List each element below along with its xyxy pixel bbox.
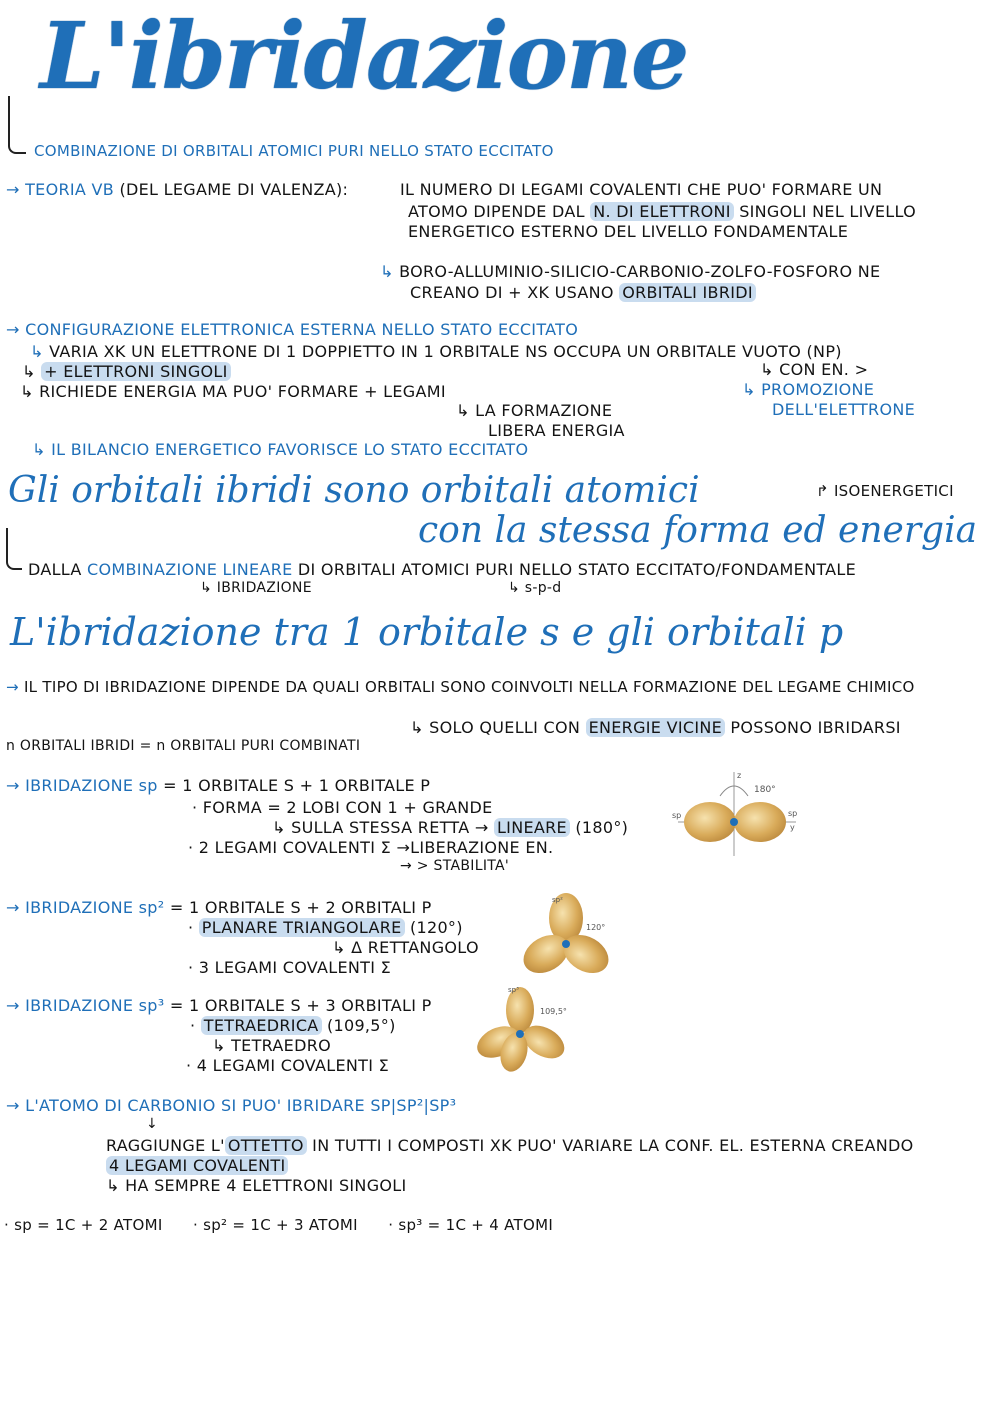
config-row (6, 320, 578, 339)
sp2-highlight-planare: PLANARE TRIANGOLARE (199, 918, 405, 937)
arrow-icon: → (6, 996, 20, 1015)
sp3-angle-label: 109,5° (540, 1007, 567, 1016)
vb-note1 (380, 262, 880, 281)
carbonio-r2 (106, 1156, 288, 1175)
sp-lobe-left (684, 802, 736, 842)
vb-note1-text: BORO-ALLUMINIO-SILICIO-CARBONIO-ZOLFO-FOSFORO NE (399, 262, 881, 281)
sp2-planare-b: (120°) (409, 918, 463, 937)
turn-arrow-icon: ↳ (106, 1176, 120, 1195)
config-l3 (20, 382, 446, 401)
sp2-lobe-label: sp² (552, 896, 563, 904)
config-form1-text: LA FORMAZIONE (475, 401, 613, 420)
turn-arrow-icon: ↳ (200, 580, 213, 596)
sp-angle-label: 180° (754, 785, 776, 795)
sp-lobe-right (734, 802, 786, 842)
config-highlight-singles: + ELETTRONI SINGOLI (41, 362, 231, 381)
carbonio-s1: sp = 1C + 2 ATOMI (14, 1216, 163, 1234)
config-bilancio (32, 440, 528, 459)
carbonio-r1b: IN TUTTI I COMPOSTI XK PUO' VARIARE LA CONF. EL. ESTERNA CREANDO (312, 1136, 914, 1155)
config-bilancio-text: IL BILANCIO ENERGETICO FAVORISCE LO STATO ECCITATO (51, 440, 529, 459)
turn-arrow-icon: ↳ (32, 440, 46, 459)
carbonio-r1a: RAGGIUNGE L' (106, 1136, 225, 1155)
turn-arrow-icon: ↳ (212, 1036, 226, 1055)
solo-b: POSSONO IBRIDARSI (730, 718, 901, 737)
carbonio-highlight-legami: 4 LEGAMI COVALENTI (106, 1156, 288, 1175)
turn-arrow-icon: ↳ (22, 362, 36, 381)
solo-a: SOLO QUELLI CON (429, 718, 581, 737)
sp3-eq: = 1 ORBITALE S + 3 ORBITALI P (169, 996, 432, 1015)
sp-orbital-figure (668, 768, 808, 860)
config-side3: DELL'ELETTRONE (772, 400, 916, 419)
sp3-legami-text: 4 LEGAMI COVALENTI Σ (196, 1056, 390, 1075)
sp-highlight-lineare: LINEARE (494, 818, 570, 837)
page-title: L'ibridazione (40, 2, 688, 110)
sp2-nucleus (562, 940, 570, 948)
solo-row (410, 718, 901, 737)
definition-text: COMBINAZIONE DI ORBITALI ATOMICI PURI NELLO STATO ECCITATO (34, 142, 554, 160)
config-label: CONFIGURAZIONE ELETTRONICA ESTERNA NELLO STATO ECCITATO (25, 320, 579, 339)
sp-forma-text: FORMA = 2 LOBI CON 1 + GRANDE (202, 798, 493, 817)
turn-arrow-icon: ↳ (380, 262, 394, 281)
bracket-line (6, 528, 22, 570)
sp-left-label: sp (672, 811, 682, 820)
sp-legami-text: 2 LEGAMI COVALENTI Σ →LIBERAZIONE EN. (198, 838, 554, 857)
vb-line1: IL NUMERO DI LEGAMI COVALENTI CHE PUO' FORMARE UN (400, 180, 883, 199)
orbitali-heading-1: Gli orbitali ibridi sono orbitali atomici (8, 470, 700, 511)
carbonio-row (6, 1096, 456, 1115)
carbonio-summary: · sp = 1C + 2 ATOMI · sp² = 1C + 3 ATOMI · sp³ = 1C + 4 ATOMI (4, 1216, 554, 1234)
sp3-tetraedro (212, 1036, 331, 1055)
sp2-legami: · 3 LEGAMI COVALENTI Σ (188, 958, 392, 977)
sp-nucleus (730, 818, 738, 826)
config-l3-text: RICHIEDE ENERGIA MA PUO' FORMARE + LEGAMI (39, 382, 446, 401)
vb-highlight-electrons: N. DI ELETTRONI (590, 202, 734, 221)
dalla-rest-text: DI ORBITALI ATOMICI PURI NELLO STATO ECCITATO/FONDAMENTALE (297, 560, 857, 579)
sp-section-heading: L'ibridazione tra 1 orbitale s e gli orbitali p (10, 610, 844, 654)
vb-line3: ENERGETICO ESTERNO DEL LIVELLO FONDAMENTALE (408, 222, 849, 241)
carbonio-highlight-ottetto: OTTETTO (225, 1136, 307, 1155)
dalla-row (28, 560, 856, 579)
config-side1-text: CON EN. > (779, 360, 869, 379)
orbitali-heading-2: con la stessa forma ed energia (418, 510, 978, 551)
sp2-triangolo-text: Δ RETTANGOLO (351, 938, 479, 957)
sp-right-label: sp (788, 809, 798, 818)
vb-highlight-hybrid: ORBITALI IBRIDI (619, 283, 756, 302)
ibridazione-note (200, 580, 312, 596)
vb-row (6, 180, 348, 199)
sp3-row (6, 996, 432, 1015)
arrow-icon: → (6, 180, 20, 199)
solo-highlight: ENERGIE VICINE (586, 718, 725, 737)
isoenergetici-note (816, 482, 954, 500)
turn-arrow-icon: ↳ (456, 401, 470, 420)
config-l2 (22, 362, 231, 381)
vb-note2 (410, 283, 756, 302)
sp-legami: · 2 LEGAMI COVALENTI Σ →LIBERAZIONE EN. (188, 838, 554, 857)
sp3-legami: · 4 LEGAMI COVALENTI Σ (186, 1056, 390, 1075)
dalla-text: DALLA (28, 560, 82, 579)
sp2-row (6, 898, 432, 917)
sp2-orbital-figure (510, 890, 620, 982)
turn-arrow-icon: ↳ (30, 342, 44, 361)
config-form1 (456, 401, 612, 420)
vb-paren: (DEL LEGAME DI VALENZA): (119, 180, 349, 199)
carbonio-s2: sp² = 1C + 3 ATOMI (203, 1216, 358, 1234)
n-orbitali (6, 738, 360, 754)
sp-eq: = 1 ORBITALE S + 1 ORBITALE P (163, 776, 431, 795)
arrow-icon: ↱ (816, 482, 829, 500)
sp3-nucleus (516, 1030, 524, 1038)
config-form2: LIBERA ENERGIA (488, 421, 625, 440)
spd-note (508, 580, 561, 596)
sp2-legami-text: 3 LEGAMI COVALENTI Σ (198, 958, 392, 977)
turn-arrow-icon: ↳ (742, 380, 756, 399)
sp2-triangolo (332, 938, 479, 957)
tipo-row (6, 678, 915, 696)
sp-retta-b: (180°) (575, 818, 629, 837)
vb-label: TEORIA VB (25, 180, 115, 199)
config-side2 (742, 380, 874, 399)
arrow-icon: → (6, 776, 20, 795)
bracket-line (8, 96, 26, 154)
arrow-icon: → (6, 898, 20, 917)
sp-retta-a: SULLA STESSA RETTA → (291, 818, 489, 837)
down-arrow-icon: ↓ (146, 1116, 158, 1132)
sp-row (6, 776, 430, 795)
isoenergetici-text: ISOENERGETICI (833, 482, 954, 500)
sp3-lobe-label: sp³ (508, 986, 519, 994)
config-l1 (30, 342, 842, 361)
sp-stab: → > STABILITA' (400, 858, 510, 874)
sp-label: IBRIDAZIONE sp (25, 776, 158, 795)
sp3-tetra-b: (109,5°) (326, 1016, 396, 1035)
sp3-orbital-figure (466, 982, 586, 1082)
sp3-label: IBRIDAZIONE sp³ (25, 996, 165, 1015)
carbonio-r3-text: HA SEMPRE 4 ELETTRONI SINGOLI (125, 1176, 407, 1195)
carbonio-r1 (106, 1136, 914, 1155)
ibridazione-note-text: IBRIDAZIONE (216, 580, 312, 596)
sp-retta (272, 818, 628, 837)
config-l1-text: VARIA XK UN ELETTRONE DI 1 DOPPIETTO IN 1 ORBITALE NS OCCUPA UN ORBITALE VUOTO (NP) (49, 342, 842, 361)
arrow-icon: → (6, 320, 20, 339)
turn-arrow-icon: ↳ (20, 382, 34, 401)
turn-arrow-icon: ↳ (508, 580, 521, 596)
comb-lineare-text: COMBINAZIONE LINEARE (87, 560, 293, 579)
sp3-tetra: · TETRAEDRICA (109,5°) (190, 1016, 396, 1035)
sp-z-label: z (737, 771, 742, 780)
vb-line2 (408, 202, 916, 221)
vb-note2a: CREANO DI + XK USANO (410, 283, 614, 302)
n-orbitali-text: n ORBITALI IBRIDI = n ORBITALI PURI COMBINATI (6, 738, 361, 754)
spd-note-text: s-p-d (524, 580, 562, 596)
turn-arrow-icon: ↳ (760, 360, 774, 379)
arrow-icon: → (6, 678, 19, 696)
sp2-label: IBRIDAZIONE sp² (25, 898, 165, 917)
sp3-highlight-tetraedrica: TETRAEDRICA (201, 1016, 322, 1035)
sp3-tetraedro-text: TETRAEDRO (231, 1036, 332, 1055)
turn-arrow-icon: ↳ (410, 718, 424, 737)
turn-arrow-icon: ↳ (332, 938, 346, 957)
config-side2-text: PROMOZIONE (761, 380, 875, 399)
carbonio-line: L'ATOMO DI CARBONIO SI PUO' IBRIDARE SP|SP²|SP³ (25, 1096, 457, 1115)
turn-arrow-icon: ↳ (272, 818, 286, 837)
sp2-eq: = 1 ORBITALE S + 2 ORBITALI P (169, 898, 432, 917)
sp-forma: · FORMA = 2 LOBI CON 1 + GRANDE (192, 798, 493, 817)
tipo-text: IL TIPO DI IBRIDAZIONE DIPENDE DA QUALI ORBITALI SONO COINVOLTI NELLA FORMAZIONE DEL LEGAME CHIMICO (23, 678, 915, 696)
sp-y-label: y (790, 823, 795, 832)
config-side1 (760, 360, 868, 379)
carbonio-s3: sp³ = 1C + 4 ATOMI (398, 1216, 554, 1234)
sp2-planare: · PLANARE TRIANGOLARE (120°) (188, 918, 463, 937)
arrow-icon: → (6, 1096, 20, 1115)
vb-line2b: SINGOLI NEL LIVELLO (739, 202, 917, 221)
vb-line2a: ATOMO DIPENDE DAL (408, 202, 585, 221)
sp2-angle-label: 120° (586, 923, 606, 932)
carbonio-r3 (106, 1176, 407, 1195)
